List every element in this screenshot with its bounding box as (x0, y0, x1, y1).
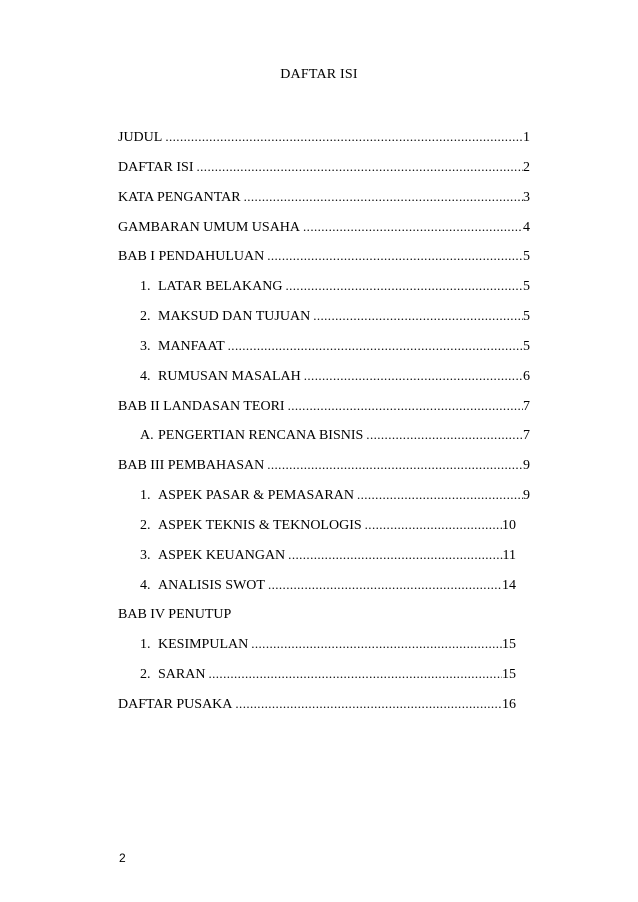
toc-row (118, 244, 530, 274)
toc-leader-dots (225, 334, 523, 357)
toc-leader-dots (162, 125, 523, 148)
toc-row (118, 394, 530, 424)
toc-page-number: 14 (502, 577, 516, 593)
toc-leader-dots (285, 543, 502, 566)
toc-page-number: 6 (523, 368, 530, 384)
toc-row (118, 274, 530, 304)
toc-page-number: 2 (523, 159, 530, 175)
footer-page-number: 2 (119, 851, 126, 865)
toc-leader-dots (300, 215, 523, 238)
toc-leader-dots (265, 573, 502, 596)
toc-row (118, 125, 530, 155)
toc-label: ASPEK PASAR & PEMASARAN (158, 488, 354, 504)
toc-item-number: 2. (140, 517, 151, 533)
toc-leader-dots (310, 304, 523, 327)
toc-label: LATAR BELAKANG (158, 279, 283, 295)
toc-item-number: 1. (140, 279, 151, 295)
toc-row (118, 334, 530, 364)
toc-label: GAMBARAN UMUM USAHA (118, 219, 301, 235)
toc-row (118, 423, 530, 453)
toc-label: ANALISIS SWOT (158, 577, 265, 593)
toc-page-number: 15 (502, 637, 516, 653)
toc-row (118, 632, 516, 662)
toc-leader-dots (301, 364, 523, 387)
toc-label: JUDUL (118, 130, 163, 145)
toc-page-number: 5 (523, 338, 530, 354)
toc-label: MAKSUD DAN TUJUAN (158, 309, 311, 325)
toc-page-number: 7 (523, 428, 530, 444)
toc-leader-dots (232, 692, 502, 715)
toc-row (118, 603, 530, 633)
toc-leader-dots (362, 513, 502, 536)
toc-label: KATA PENGANTAR (118, 189, 241, 205)
toc-leader-dots (354, 483, 523, 506)
toc-item-number: 2. (140, 309, 151, 325)
toc-label: BAB IV PENUTUP (118, 606, 232, 622)
toc-page-number: 3 (523, 189, 530, 205)
toc-leader-dots (248, 632, 502, 655)
toc-page-number: 5 (523, 249, 530, 265)
toc-item-number: A. (140, 428, 154, 444)
toc-page-number: 5 (523, 309, 530, 325)
toc-label: KESIMPULAN (158, 637, 249, 653)
toc-page-number: 16 (502, 697, 516, 713)
toc-label: MANFAAT (158, 338, 225, 354)
toc-page-number: 5 (523, 279, 530, 295)
toc-item-number: 3. (140, 547, 151, 563)
toc-row (118, 364, 530, 394)
toc-leader-dots (205, 662, 502, 685)
toc-item-number: 4. (140, 368, 151, 384)
toc-leader-dots (264, 453, 523, 476)
toc-item-number: 1. (140, 488, 151, 504)
toc-row (118, 513, 516, 543)
toc-label: ASPEK KEUANGAN (158, 547, 286, 563)
toc-item-number: 3. (140, 338, 151, 354)
toc-leader-dots (264, 244, 523, 267)
toc-page-number: 10 (502, 517, 516, 533)
toc-item-number: 1. (140, 637, 151, 653)
toc-page-number: 15 (502, 667, 516, 683)
toc-label: RUMUSAN MASALAH (158, 368, 301, 384)
toc-row (118, 692, 516, 722)
toc-page-number: 4 (523, 219, 530, 235)
toc-leader-dots (285, 394, 523, 417)
toc-row (118, 483, 530, 513)
toc-page-number: 1 (523, 130, 530, 145)
toc-row (118, 304, 530, 334)
toc-leader-dots (282, 274, 523, 297)
toc-page-number: 7 (523, 398, 530, 414)
toc-row (118, 543, 516, 573)
toc-leader-dots (363, 423, 523, 446)
page-title: DAFTAR ISI (280, 67, 358, 82)
toc-row (118, 155, 530, 185)
toc-leader-dots (241, 185, 523, 208)
toc-page-number: 9 (523, 488, 530, 504)
toc-row (118, 185, 530, 215)
table-of-contents (118, 125, 530, 722)
toc-label: DAFTAR ISI (118, 159, 194, 175)
toc-item-number: 4. (140, 577, 151, 593)
toc-label: PENGERTIAN RENCANA BISNIS (158, 428, 364, 444)
toc-label: BAB III PEMBAHASAN (118, 458, 265, 474)
toc-row (118, 215, 530, 245)
toc-row (118, 573, 516, 603)
toc-row (118, 662, 516, 692)
toc-label: ASPEK TEKNIS & TEKNOLOGIS (158, 517, 362, 533)
toc-label: DAFTAR PUSAKA (118, 697, 233, 713)
toc-item-number: 2. (140, 667, 151, 683)
toc-row (118, 453, 530, 483)
toc-page-number: 11 (502, 547, 516, 563)
toc-label: SARAN (158, 667, 206, 683)
toc-label: BAB II LANDASAN TEORI (118, 398, 285, 414)
toc-label: BAB I PENDAHULUAN (118, 249, 265, 265)
toc-page-number: 9 (523, 458, 530, 474)
toc-leader-dots (194, 155, 524, 178)
